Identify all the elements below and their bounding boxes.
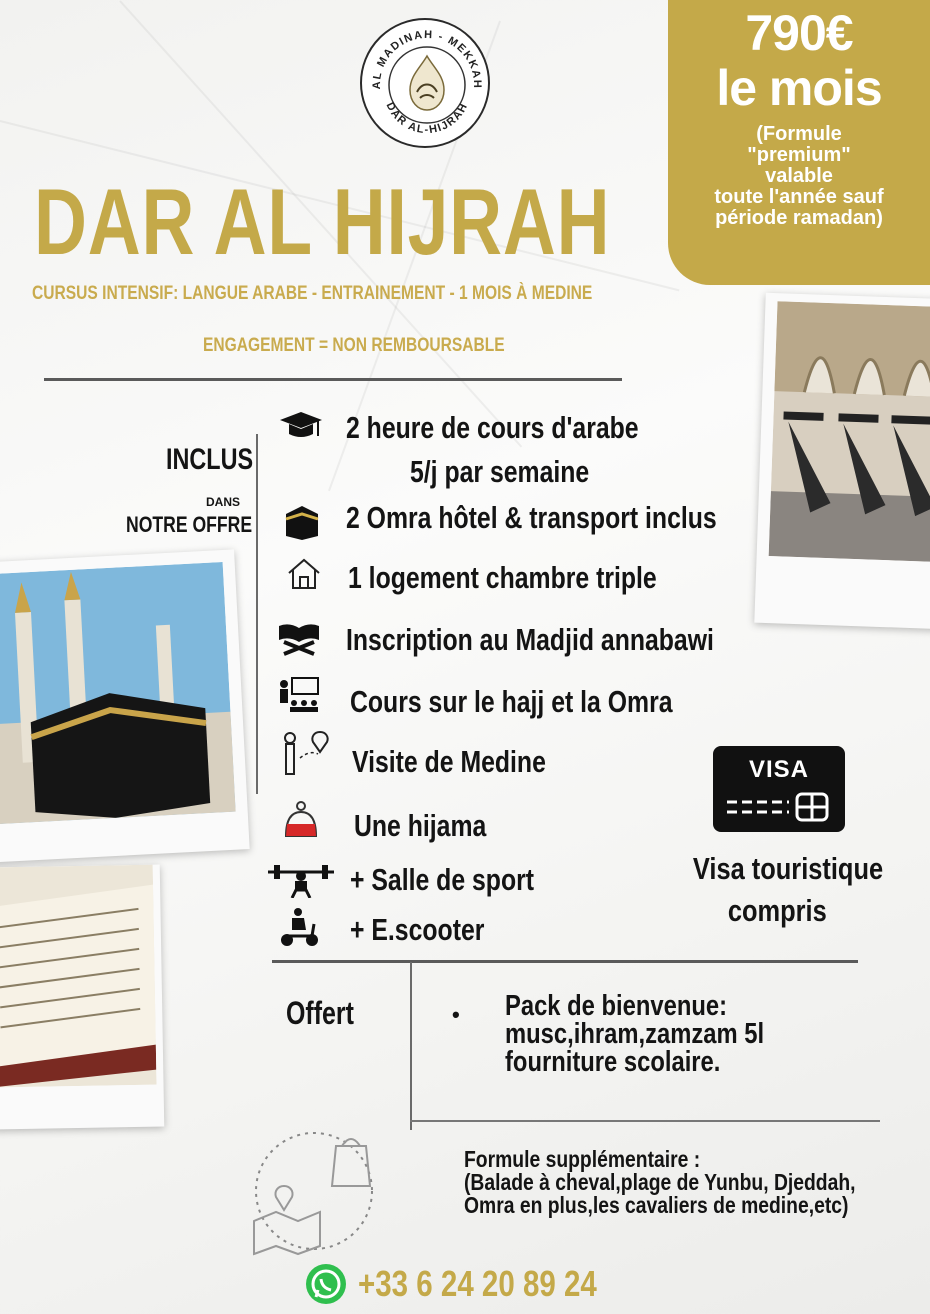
divider: [410, 1120, 880, 1122]
logo-ring-top: AL MADINAH - MEKKAH: [370, 28, 484, 90]
offert-label: Offert: [286, 995, 354, 1031]
welcome-pack-line: fourniture scolaire.: [505, 1046, 721, 1078]
feature-text: Cours sur le hajj et la Omra: [350, 684, 673, 719]
welcome-pack-line: musc,ihram,zamzam 5l: [505, 1018, 765, 1050]
extra-formula-line: (Balade à cheval,plage de Yunbu, Djeddah,: [464, 1169, 856, 1195]
weightlifting-icon: [266, 862, 336, 898]
divider: [44, 378, 622, 381]
house-icon: [286, 557, 322, 591]
feature-text: Visite de Medine: [352, 744, 546, 779]
welcome-pack: [505, 992, 764, 1076]
cupping-jar-icon: [282, 800, 320, 840]
included-small: DANS: [206, 495, 241, 509]
feature-text: 2 heure de cours d'arabe: [346, 410, 639, 445]
engagement-note: ENGAGEMENT = NON REMBOURSABLE: [203, 335, 505, 356]
extra-formula-line: Formule supplémentaire :: [464, 1146, 701, 1172]
tourist-location-icon: [278, 728, 330, 776]
extra-formula: [464, 1148, 856, 1217]
feature-text: + E.scooter: [350, 912, 485, 947]
logo-ring-bottom: DAR AL-HIJRAH: [383, 100, 471, 137]
graduation-cap-icon: [278, 410, 324, 444]
price-amount: 790€: [745, 5, 853, 61]
feature-text: 1 logement chambre triple: [348, 560, 657, 595]
visa-caption-line: Visa touristique: [692, 851, 884, 886]
offert-bullet: •: [452, 1002, 460, 1027]
vertical-divider: [256, 434, 258, 794]
kaaba-icon: [282, 502, 322, 542]
visa-card-label: VISA: [748, 756, 809, 783]
quran-photo: [0, 865, 164, 1130]
subtitle: CURSUS INTENSIF: LANGUE ARABE - ENTRAINEMENT - 1 MOIS À MEDINE: [32, 283, 593, 304]
teacher-class-icon: [276, 676, 322, 714]
price-period: le mois: [716, 60, 882, 116]
visa-caption-line: compris: [727, 893, 827, 928]
welcome-pack-line: Pack de bienvenue:: [505, 990, 728, 1022]
gym-photo: [754, 293, 930, 629]
whatsapp-icon[interactable]: [306, 1264, 346, 1304]
feature-text: 5/j par semaine: [410, 454, 590, 489]
extra-formula-line: Omra en plus,les cavaliers de medine,etc): [464, 1192, 849, 1218]
price-note-line: (Formule: [756, 123, 842, 145]
price-note-line: période ramadan): [715, 207, 883, 229]
feature-text: + Salle de sport: [350, 862, 535, 897]
visa-card-icon: [713, 746, 845, 832]
scooter-icon: [278, 906, 320, 948]
travel-map-icon: [244, 1126, 384, 1256]
included-heading: INCLUS: [166, 443, 254, 476]
dar-al-hijrah-logo: [360, 18, 490, 148]
phone-number[interactable]: +33 6 24 20 89 24: [358, 1263, 597, 1304]
vertical-divider: [410, 962, 412, 1130]
divider: [272, 960, 858, 963]
page-title: DAR AL HIJRAH: [34, 169, 611, 274]
feature-text: Inscription au Madjid annabawi: [346, 622, 714, 657]
price-box: [668, 0, 930, 285]
included-offer: NOTRE OFFRE: [126, 512, 253, 537]
feature-text: 2 Omra hôtel & transport inclus: [346, 500, 717, 535]
visa-caption: [672, 848, 882, 932]
feature-text: Une hijama: [354, 808, 487, 843]
kaaba-photo: [0, 549, 250, 862]
price-note-line: toute l'année sauf: [714, 186, 884, 208]
price-note: [668, 124, 930, 229]
price-note-line: "premium": [747, 144, 851, 166]
card-chip-icon: [725, 792, 835, 822]
quran-book-icon: [276, 620, 322, 656]
price-note-line: valable: [765, 165, 833, 187]
